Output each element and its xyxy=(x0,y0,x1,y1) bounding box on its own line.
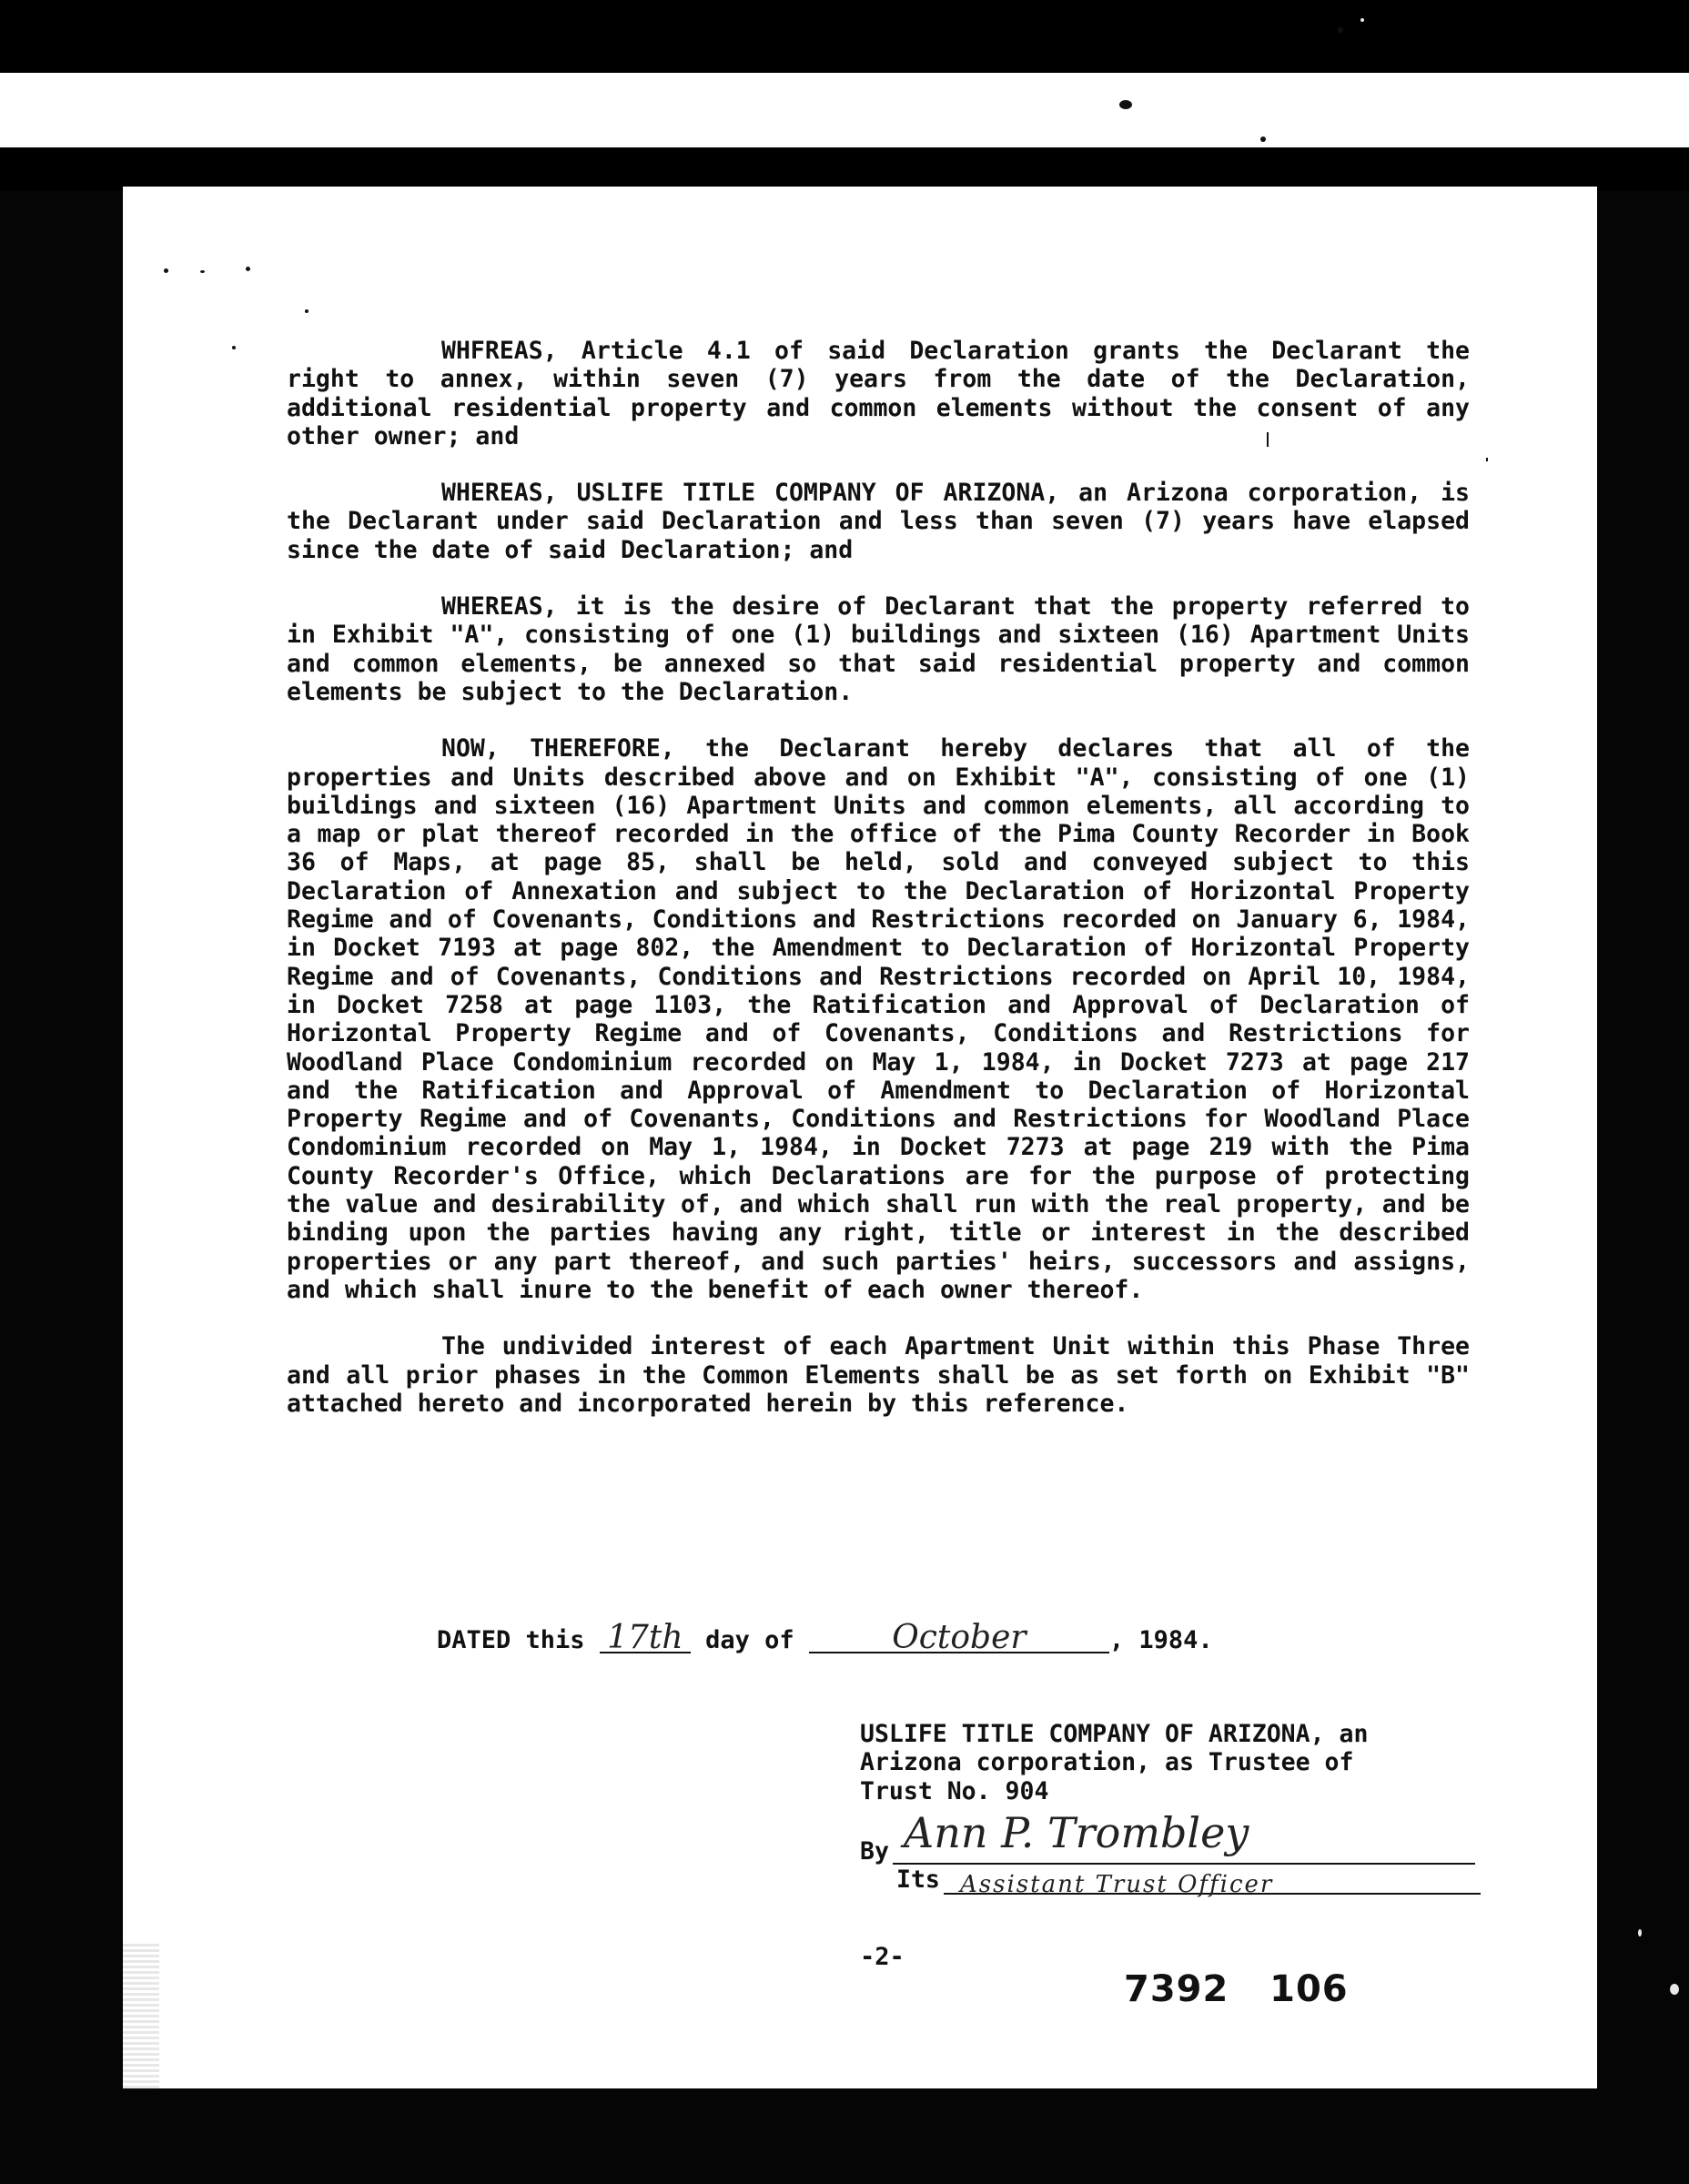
paragraph-undivided-interest: The undivided interest of each Apartment Unit within this Phase Three and all prior phases in the Common Elements shall be as set forth on Exhibit "B" attached hereto and incorporated herein by this reference. xyxy=(287,1332,1470,1418)
dated-month: October xyxy=(809,1624,1109,1653)
its-title-line xyxy=(896,1866,1533,1902)
paragraph-whereas-declarant: WHEREAS, USLIFE TITLE COMPANY OF ARIZONA, an Arizona corporation, is the Declarant under said Declaration and less than seven (7) years have elapsed since the date of said Declaration; and xyxy=(287,479,1470,564)
scan-speck xyxy=(200,270,205,273)
handwritten-title: Assistant Trust Officer xyxy=(960,1871,1274,1898)
scan-speck xyxy=(232,346,236,349)
scan-speck xyxy=(1670,1984,1679,1995)
page-number: -2- xyxy=(860,1943,905,1971)
scan-speck xyxy=(1638,1929,1642,1936)
dated-suffix: , 1984. xyxy=(1108,1626,1213,1654)
company-line-3: Trust No. 904 xyxy=(860,1776,1049,1805)
signature-company-block xyxy=(860,1720,1515,1805)
dated-line xyxy=(437,1619,1213,1656)
document-body xyxy=(287,337,1470,1446)
scan-speck xyxy=(164,268,168,273)
document-page xyxy=(123,187,1597,2088)
scan-edge-noise xyxy=(123,1943,159,2088)
scan-speck xyxy=(246,267,250,271)
scan-top-strip xyxy=(0,73,1689,147)
its-label: Its xyxy=(896,1866,940,1894)
scan-speck xyxy=(1360,18,1364,22)
dated-day: 17th xyxy=(600,1624,691,1653)
scan-speck xyxy=(1260,136,1266,142)
company-line-1: USLIFE TITLE COMPANY OF ARIZONA, an xyxy=(860,1720,1369,1748)
paragraph-whereas-desire: WHEREAS, it is the desire of Declarant that the property referred to in Exhibit "A", consisting of one (1) buildings and sixteen (16) Apartment Units and common elements, be annexed so that said residential property and common elements be subject to the Declaration. xyxy=(287,592,1470,706)
by-label: By xyxy=(860,1837,889,1866)
scan-speck xyxy=(1119,100,1132,109)
paragraph-whereas-article: WHFREAS, Article 4.1 of said Declaration grants the Declarant the right to annex, within seven (7) years from the date of the Declaration, additional residential property and common elements without the consent of any other owner; and xyxy=(287,337,1470,450)
dated-prefix: DATED this xyxy=(437,1626,585,1654)
dated-middle: day of xyxy=(705,1626,794,1654)
signature-underline xyxy=(893,1863,1475,1865)
recording-number: 7392 106 xyxy=(1124,1968,1349,2010)
paragraph-now-therefore: NOW, THEREFORE, the Declarant hereby declares that all of the properties and Units described above and on Exhibit "A", consisting of one (1) buildings and sixteen (16) Apartment Units and common elements, all according to a map or plat thereof recorded in the office of the Pima County Recorder in Book 36 of Maps, at page 85, shall be held, sold and conveyed subject to this Declaration of Annexation and subject to the Declaration of Horizontal Property Regime and of Covenants, Conditions and Restrictions recorded on January 6, 1984, in Docket 7193 at page 802, the Amendment to Declaration of Horizontal Property Regime and of Covenants, Conditions and Restrictions recorded on April 10, 1984, in Docket 7258 at page 1103, the Ratification and Approval of Declaration of Horizontal Property Regime and of Covenants, Conditions and Restrictions for Woodland Place Condominium recorded on May 1, 1984, in Docket 7273 at page 217 and the Ratification and Approval of Amendment to Declaration of Horizontal Property Regime and of Covenants, Conditions and Restrictions for Woodland Place Condominium recorded on May 1, 1984, in Docket 7273 at page 219 with the Pima County Recorder's Office, which Declarations are for the purpose of protecting the value and desirability of, and which shall run with the real property, and be binding upon the parties having any right, title or interest in the described properties or any part thereof, and such parties' heirs, successors and assigns, and which shall inure to the benefit of each owner thereof. xyxy=(287,734,1470,1304)
scan-speck xyxy=(1338,27,1343,33)
scan-mark xyxy=(1486,458,1488,461)
handwritten-signature: Ann P. Trombley xyxy=(904,1808,1249,1857)
scan-speck xyxy=(305,309,308,313)
company-line-2: Arizona corporation, as Trustee of xyxy=(860,1748,1354,1777)
